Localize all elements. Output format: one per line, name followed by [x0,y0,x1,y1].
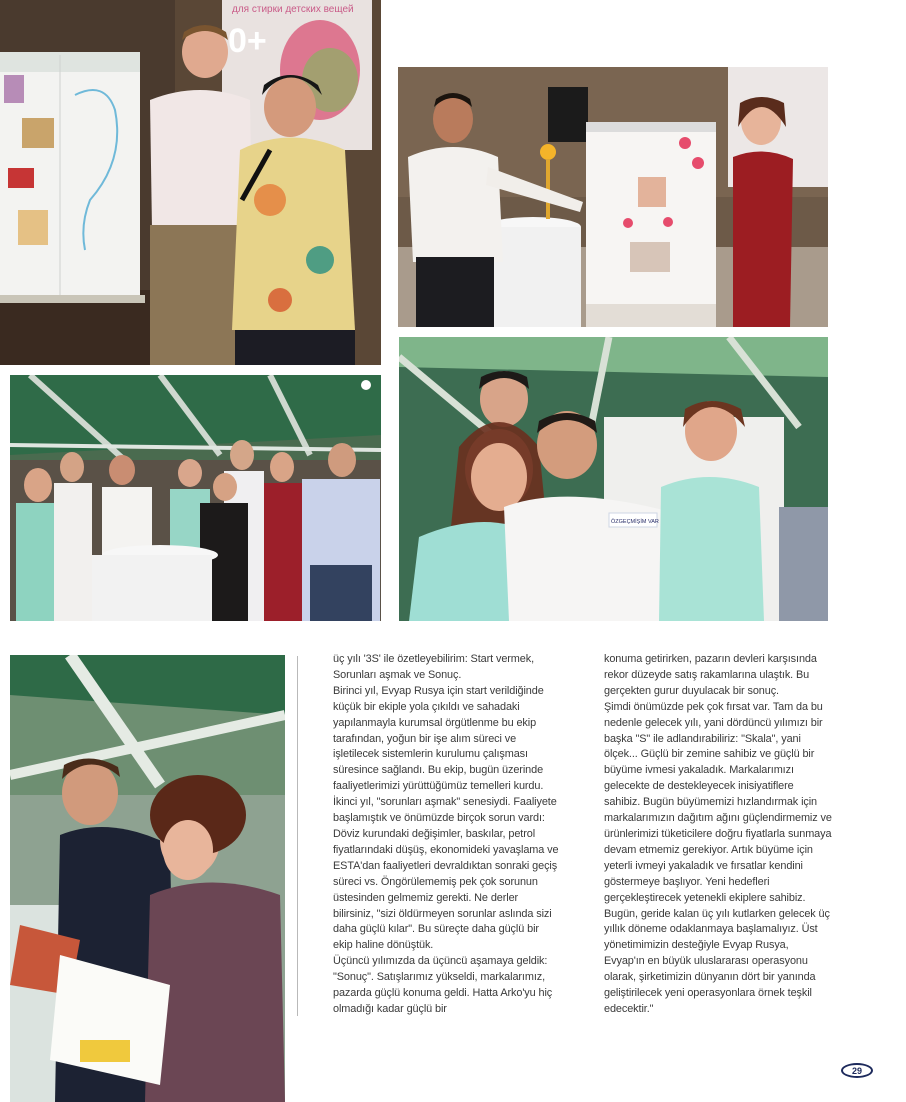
article-paragraph: Üçüncü yılımızda da üçüncü aşamaya geldik: "Sonuç". Satışlarımız yükseldi, markalarımız, pazarda güçlü konuma geldi. Hatta Arko'yu hiç olmadığı kadar güçlü bir [333,955,553,1015]
card-text: ÖZGEÇMİŞİM VAR [611,519,659,525]
photo-reading-magazine [10,655,285,1102]
sign-text-2: 0+ [228,22,267,60]
page-number-label: 29 [851,1065,862,1076]
article-paragraph: konuma getirirken, pazarın devleri karşısında rekor düzeyde satış rakamlarına ulaştık. Bu gerçekten gurur duyulacak bir sonuç. [604,653,817,697]
article-column-1 [333,652,561,1018]
article-paragraph: Birinci yıl, Evyap Rusya için start verildiğinde küçük bir ekiple yola çıkıldı ve sahadaki yapılanmayla kurumsal örgütlenme bu ekip tarafından, yoğun bir işe alım süreci ve işletilecek sistemlerin kurulumu çalışması süresince sağlandı. Bu ekip, bugün üzerinde faaliyetlerimizi yürüttüğümüz temelleri kurdu. [333,684,544,793]
article-paragraph: üç yılı '3S' ile özetleyebilirim: Start vermek, Sorunları aşmak ve Sonuç. [333,653,534,681]
column-divider [297,656,298,1016]
photo-three-people-card [399,337,828,621]
article-paragraph: Şimdi önümüzde pek çok fırsat var. Tam da bu nedenle gelecek yılı, yani dördüncü yılımızı bir başka "S" ile adlandırabiliriz: "Skala", yani ölçek... Güçlü bir zemine sahibiz ve güçlü bir büyüme ivmesi yakaladık. Markalarımızı gelecekte de destekleyecek inisiyatiflere sahibiz. Bugün büyümemizi hızlandırmak için markalarımızın dağıtım ağını güçlendirmemiz ve ürünlerimizi tüketicilere doğru fiyatlarla sunmaya devam etmemiz gerekiyor. Artık büyüme için yeterli ivmeyi yakaladık ve fırsatlar kendini göstermeye başlıyor. Yeni hedefleri gerçekleştirecek yetenekli ekiplere sahibiz. Bugün, geride kalan üç yılı kutlarken gelecek üç yıllık döneme odaklanmaya başlamalıyız. Üst yönetimimizin desteğiyle Evyap Rusya, Evyap'ın en büyük uluslararası operasyonu olarak, şirketimizin dünyanın dört bir yanında geliştirilecek yeni operasyonlara örnek teşkil edecektir." [604,700,832,1015]
article-paragraph: İkinci yıl, "sorunları aşmak" senesiydi. Faaliyete başlamıştık ve önümüzde birçok sorun vardı: Döviz kurundaki değişimler, baskılar, petrol fiyatlarındaki düşüş, ekonomideki yavaşlama ve ESTA'dan faaliyetleri devraldıktan sonraki geçiş süreci vs. Öngörülememiş pek çok sorunun üstesinden gelmemiz gerekti. Ne derler bilirsiniz, "sizi öldürmeyen sorunlar aslında sizi daha güçlü kılar". Bu süreçte daha güçlü bir ekip haline dönüştük. [333,796,559,952]
article-column-2 [604,652,832,1018]
page-number [841,1063,873,1078]
sign-text-1: для стирки детских вещей [232,4,354,15]
photo-flipchart-speakers [0,0,381,365]
photo-stage-presenters [398,67,828,327]
photo-group-table [10,375,381,621]
